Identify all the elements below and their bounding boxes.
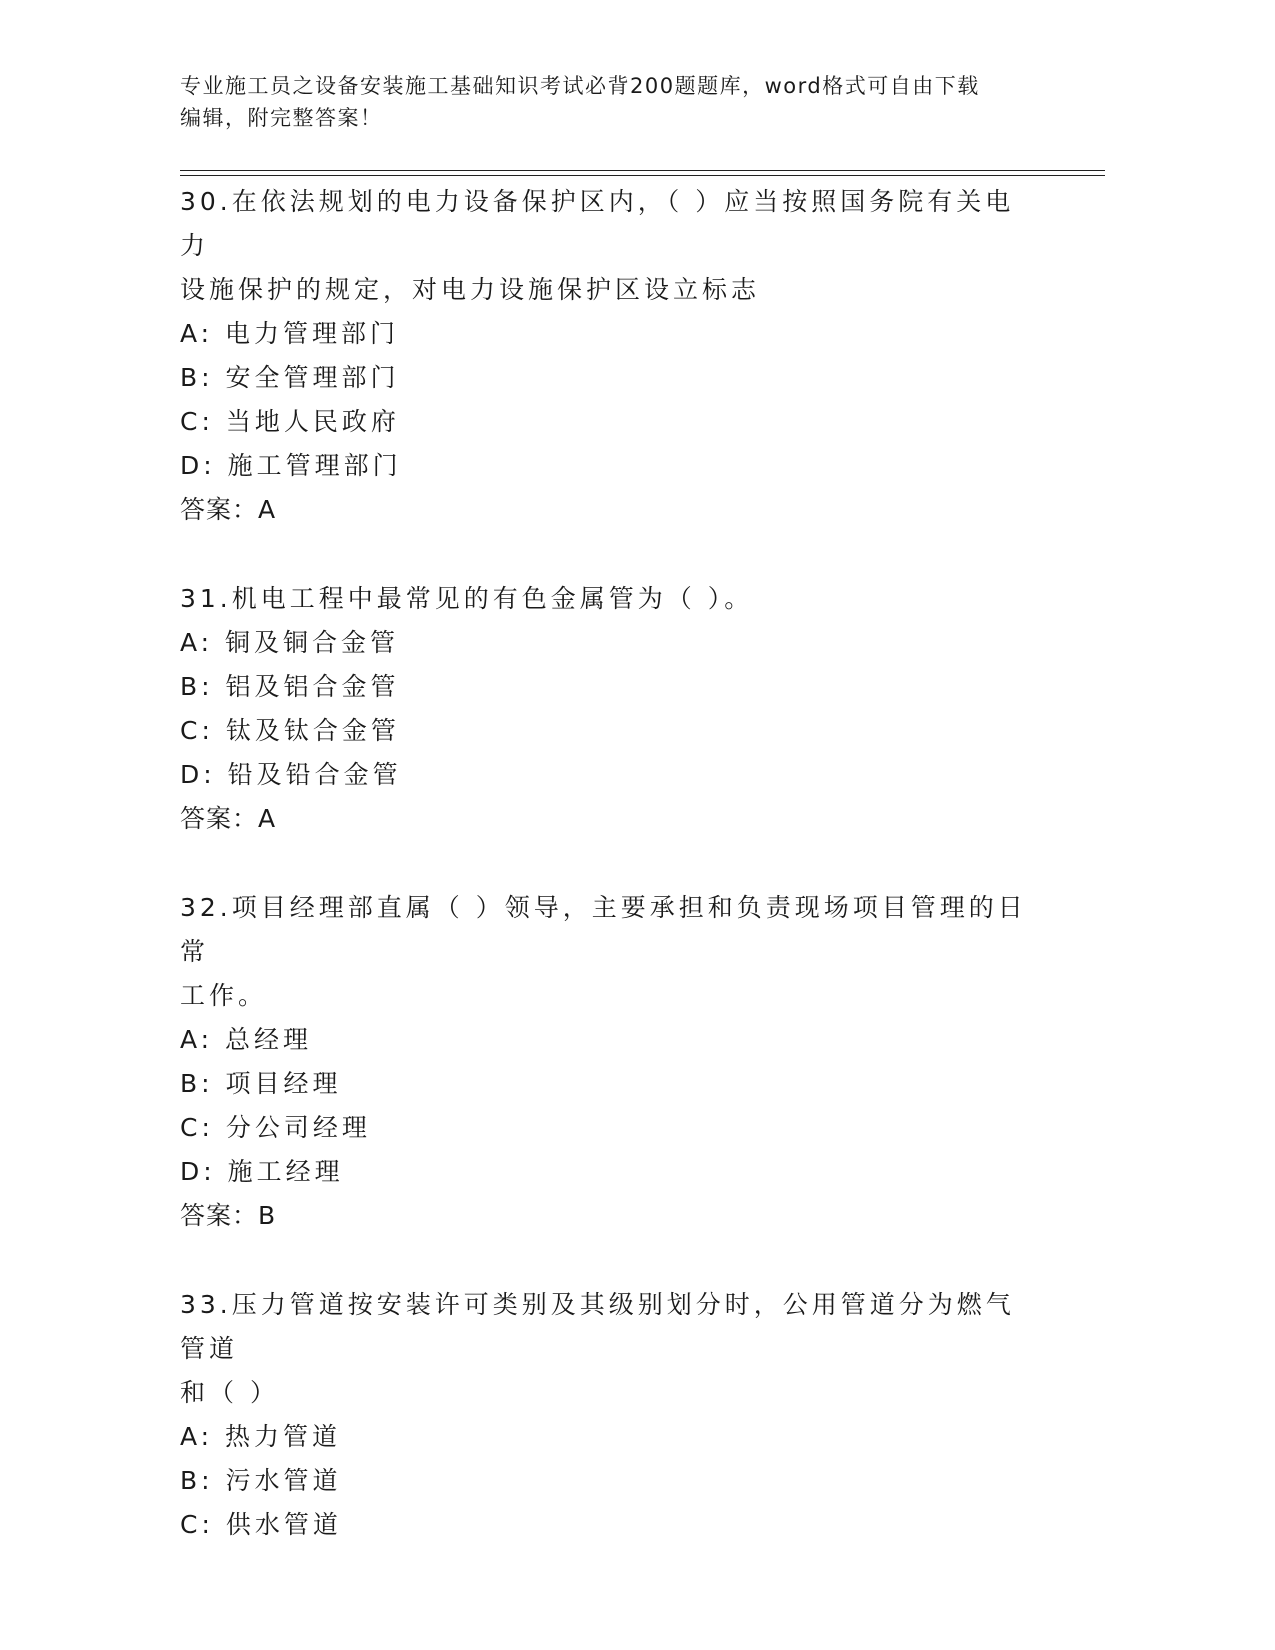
option-b: B: 项目经理: [180, 1069, 342, 1098]
header-divider-bottom: [180, 175, 1105, 176]
question-31: [180, 577, 1040, 841]
question-stem: 31.机电工程中最常见的有色金属管为（ ）。: [180, 584, 754, 613]
option-c: C: 钛及钛合金管: [180, 716, 400, 745]
option-c: C: 当地人民政府: [180, 407, 400, 436]
option-b: B: 污水管道: [180, 1466, 342, 1495]
option-a: A: 铜及铜合金管: [180, 628, 400, 657]
question-stem: 33.压力管道按安装许可类别及其级别划分时，公用管道分为燃气管道: [180, 1290, 1015, 1363]
question-stem-continued: 设施保护的规定，对电力设施保护区设立标志: [180, 275, 761, 304]
answer-label: 答案：B: [180, 1201, 277, 1230]
option-c: C: 分公司经理: [180, 1113, 371, 1142]
option-c: C: 供水管道: [180, 1510, 342, 1539]
header-title-line-1: 专业施工员之设备安装施工基础知识考试必背200题题库，word格式可自由下载: [180, 74, 980, 98]
document-header: [180, 70, 1040, 134]
question-stem: 32.项目经理部直属（ ）领导，主要承担和负责现场项目管理的日常: [180, 893, 1027, 966]
question-stem-continued: 和（ ）: [180, 1378, 279, 1407]
question-stem: 30.在依法规划的电力设备保护区内，（ ）应当按照国务院有关电力: [180, 187, 1015, 260]
header-title-line-2: 编辑，附完整答案！: [180, 106, 383, 130]
question-33: [180, 1283, 1040, 1547]
option-d: D: 施工经理: [180, 1157, 344, 1186]
option-a: A: 总经理: [180, 1025, 313, 1054]
header-divider-top: [180, 170, 1105, 171]
option-d: D: 施工管理部门: [180, 451, 402, 480]
option-d: D: 铅及铅合金管: [180, 760, 402, 789]
option-b: B: 安全管理部门: [180, 363, 400, 392]
question-list: [180, 180, 1040, 1592]
option-a: A: 热力管道: [180, 1422, 342, 1451]
option-a: A: 电力管理部门: [180, 319, 400, 348]
option-b: B: 铝及铝合金管: [180, 672, 400, 701]
question-30: [180, 180, 1040, 532]
answer-label: 答案：A: [180, 804, 277, 833]
question-32: [180, 886, 1040, 1238]
answer-label: 答案：A: [180, 495, 277, 524]
question-stem-continued: 工作。: [180, 981, 268, 1010]
